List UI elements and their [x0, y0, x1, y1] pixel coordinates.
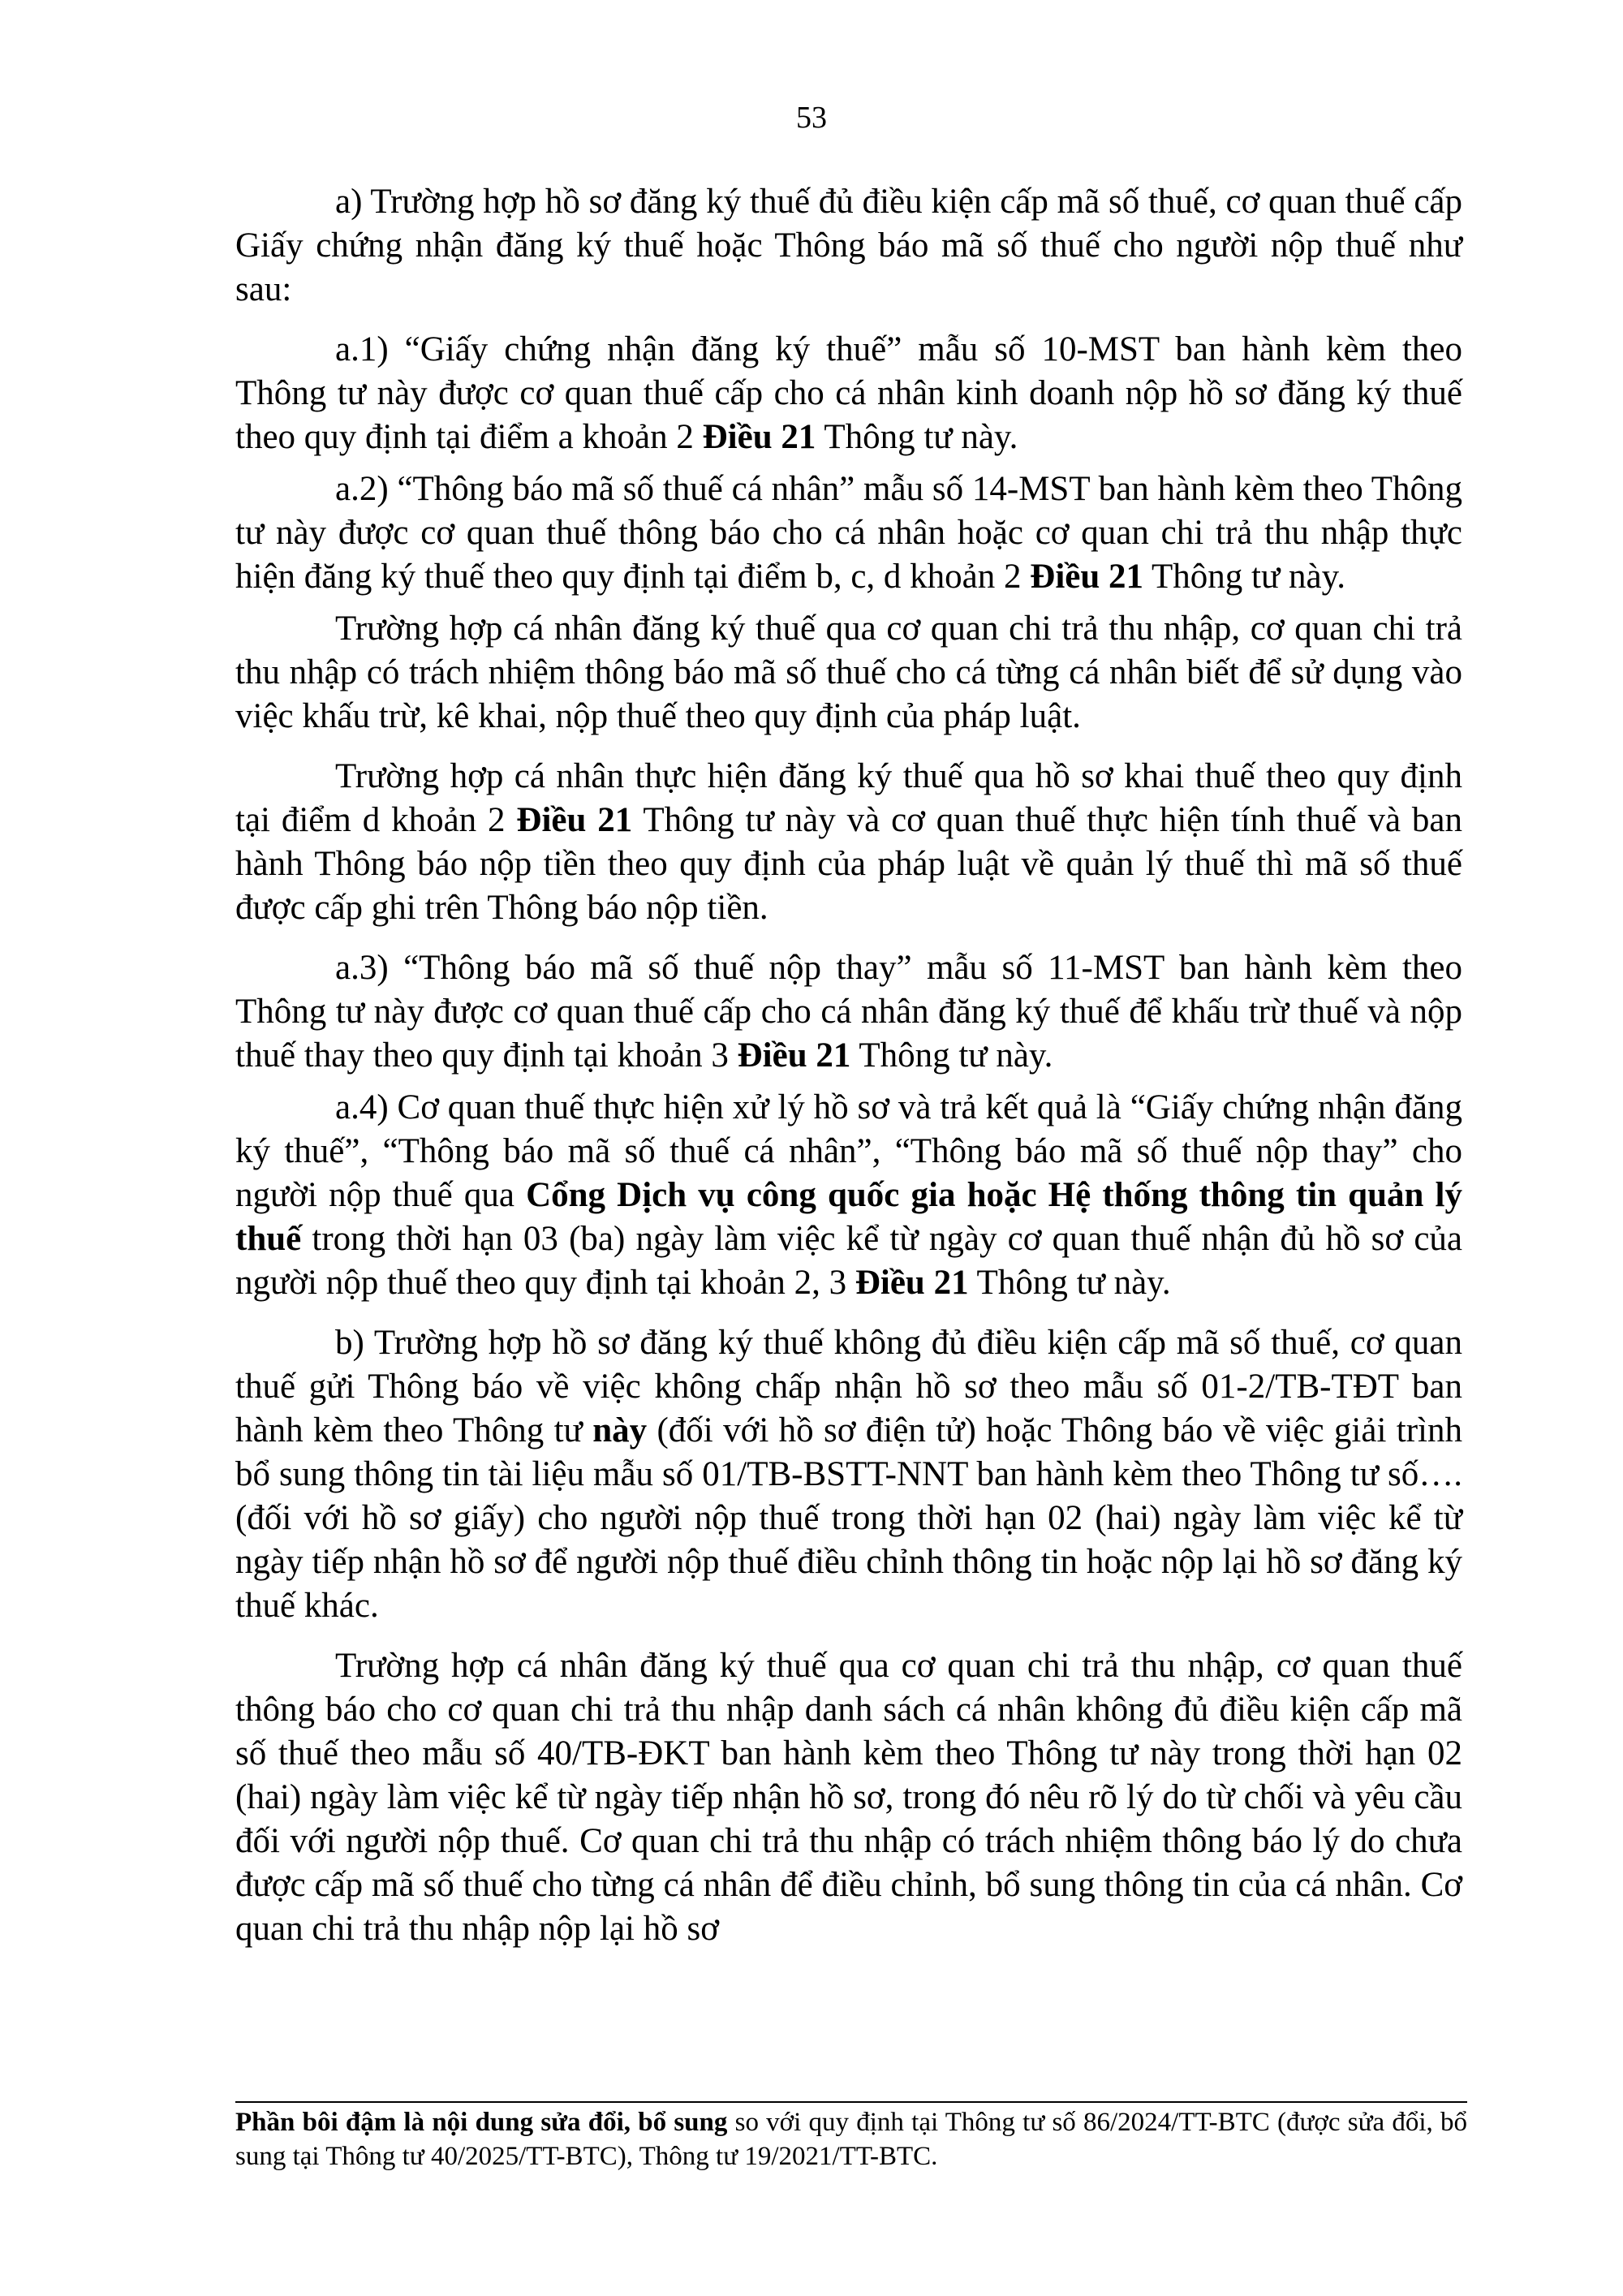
footer-note-text: so với quy định tại Thông tư số 86/2024/TT-BTC (được sửa đổi, bổ sung tại Thông tư 40/2025/TT-BTC), Thông tư 19/2021/TT-BTC.	[235, 2108, 1467, 2171]
paragraph-tax-declaration	[235, 755, 1462, 930]
paragraph-a3-text: a.3) “Thông báo mã số thuế nộp thay” mẫu số 11-MST ban hành kèm theo Thông tư này được cơ quan thuế cấp cho cá nhân đăng ký thuế để khấu trừ thuế và nộp thuế thay theo quy định tại khoản 3	[235, 949, 1462, 1075]
paragraph-a4-tail: Thông tư này.	[968, 1264, 1171, 1302]
paragraph-a1-tail: Thông tư này.	[816, 418, 1018, 456]
paragraph-a: a) Trường hợp hồ sơ đăng ký thuế đủ điều kiện cấp mã số thuế, cơ quan thuế cấp Giấy chứng nhận đăng ký thuế hoặc Thông báo mã số thuế cho người nộp thuế như sau:	[235, 183, 1462, 308]
footer-note	[235, 2105, 1467, 2173]
paragraph-b-bold-word: này	[592, 1411, 648, 1450]
paragraph-a2-article-ref: Điều 21	[1030, 558, 1144, 596]
paragraph-a1-text: a.1) “Giấy chứng nhận đăng ký thuế” mẫu số 10-MST ban hành kèm theo Thông tư này được cơ quan thuế cấp cho cá nhân kinh doanh nộp hồ sơ đăng ký thuế theo quy định tại điểm a khoản 2	[235, 330, 1462, 456]
footer-divider	[235, 2101, 1467, 2103]
paragraph-a4-middle: trong thời hạn 03 (ba) ngày làm việc kể từ ngày cơ quan thuế nhận đủ hồ sơ của người nộp thuế theo quy định tại khoản 2, 3	[235, 1220, 1462, 1302]
paragraph-tax-declaration-article-ref: Điều 21	[516, 801, 633, 839]
paragraph-a2-text: a.2) “Thông báo mã số thuế cá nhân” mẫu số 14-MST ban hành kèm theo Thông tư này được cơ quan thuế thông báo cho cá nhân hoặc cơ quan chi trả thu nhập thực hiện đăng ký thuế theo quy định tại điểm b, c, d khoản 2	[235, 470, 1462, 596]
paragraph-a4	[235, 1086, 1462, 1305]
paragraph-a4-article-ref: Điều 21	[855, 1264, 969, 1302]
paragraph-a2	[235, 467, 1462, 599]
paragraph-b	[235, 1321, 1462, 1628]
paragraph-a4-text: a.4) Cơ quan thuế thực hiện xử lý hồ sơ và trả kết quả là “Giấy chứng nhận đăng ký thuế”, “Thông báo mã số thuế cá nhân”, “Thông báo mã số thuế nộp thay” cho người nộp thuế qua	[235, 1088, 1462, 1214]
paragraph-a3-tail: Thông tư này.	[850, 1036, 1053, 1075]
paragraph-a4-portal-ref: Cổng Dịch vụ công quốc gia hoặc Hệ thống thông tin quản lý thuế	[235, 1176, 1462, 1258]
paragraph-b-tail: (đối với hồ sơ điện tử) hoặc Thông báo về việc giải trình bổ sung thông tin tài liệu mẫu số 01/TB-BSTT-NNT ban hành kèm theo Thông tư số…. (đối với hồ sơ giấy) cho người nộp thuế trong thời hạn 02 (hai) ngày làm việc kể từ ngày tiếp nhận hồ sơ để người nộp thuế điều chỉnh thông tin hoặc nộp lại hồ sơ đăng ký thuế khác.	[235, 1411, 1462, 1625]
paragraph-tax-declaration-tail: Thông tư này và cơ quan thuế thực hiện tính thuế và ban hành Thông báo nộp tiền theo quy định của pháp luật về quản lý thuế thì mã số thuế được cấp ghi trên Thông báo nộp tiền.	[235, 801, 1462, 927]
document-body	[235, 180, 1462, 1967]
paragraph-a2-tail: Thông tư này.	[1143, 558, 1346, 596]
paragraph-a3-article-ref: Điều 21	[737, 1036, 851, 1075]
paragraph-a1-article-ref: Điều 21	[702, 418, 816, 456]
paragraph-income-payer-rejection: Trường hợp cá nhân đăng ký thuế qua cơ quan chi trả thu nhập, cơ quan thuế thông báo cho cơ quan chi trả thu nhập danh sách cá nhân không đủ điều kiện cấp mã số thuế theo mẫu số 40/TB-ĐKT ban hành kèm theo Thông tư này trong thời hạn 02 (hai) ngày làm việc kể từ ngày tiếp nhận hồ sơ, trong đó nêu rõ lý do từ chối và yêu cầu đối với người nộp thuế. Cơ quan chi trả thu nhập có trách nhiệm thông báo lý do chưa được cấp mã số thuế cho từng cá nhân để điều chỉnh, bổ sung thông tin của cá nhân. Cơ quan chi trả thu nhập nộp lại hồ sơ	[235, 1647, 1462, 1948]
paragraph-tax-declaration-text: Trường hợp cá nhân thực hiện đăng ký thuế qua hồ sơ khai thuế theo quy định tại điểm d khoản 2	[235, 757, 1462, 839]
paragraph-a3	[235, 946, 1462, 1078]
paragraph-a1	[235, 328, 1462, 459]
page-number: 53	[796, 101, 827, 135]
footer-note-bold: Phần bôi đậm là nội dung sửa đổi, bổ sung	[235, 2108, 728, 2137]
paragraph-b-text: b) Trường hợp hồ sơ đăng ký thuế không đủ điều kiện cấp mã số thuế, cơ quan thuế gửi Thông báo về việc không chấp nhận hồ sơ theo mẫu số 01-2/TB-TĐT ban hành kèm theo Thông tư	[235, 1324, 1462, 1450]
paragraph-income-payer: Trường hợp cá nhân đăng ký thuế qua cơ quan chi trả thu nhập, cơ quan chi trả thu nhập có trách nhiệm thông báo mã số thuế cho cá từng cá nhân biết để sử dụng vào việc khấu trừ, kê khai, nộp thuế theo quy định của pháp luật.	[235, 610, 1462, 735]
